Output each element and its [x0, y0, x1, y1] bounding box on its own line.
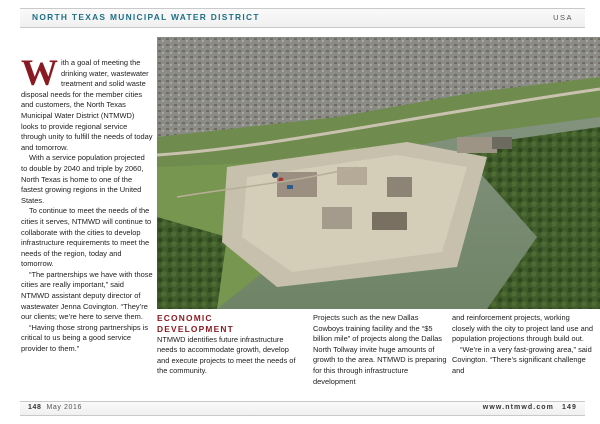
- body-paragraph: With a service population projected to double by 2040 and triple by 2060, North Texas is home to one of the fastest growing regions in the United States.: [21, 153, 145, 205]
- left-text-column: [21, 53, 153, 355]
- intro-paragraph: [21, 53, 153, 153]
- subhead-line: DEVELOPMENT: [157, 323, 234, 334]
- issue-date: May 2016: [46, 404, 83, 411]
- dropcap: W: [21, 53, 58, 94]
- body-paragraph: Projects such as the new Dallas Cowboys training facility and the “$5 billion mile” of projects along the Dallas North Tollway invite huge amounts of growth to the area. NTMWD is preparing for this through infrastructure development: [313, 313, 447, 386]
- body-paragraph: “The partnerships we have with those cities are really important,” said NTMWD assistant deputy director of wastewater Jenna Covington. “They’re our clients; we’re here to serve them.: [21, 269, 153, 322]
- header-bar: [20, 8, 585, 28]
- page-number-right: 149: [562, 404, 577, 411]
- footer-left: [28, 404, 82, 411]
- aerial-photo: [157, 37, 600, 309]
- economic-development-column: [157, 313, 302, 377]
- projects-column: [313, 313, 449, 387]
- footer-right: [483, 404, 577, 411]
- country-label: USA: [553, 13, 573, 22]
- subhead: [157, 313, 302, 334]
- subhead-line: ECONOMIC: [157, 313, 213, 323]
- body-paragraph: NTMWD identifies future infrastructure needs to accommodate growth, develop and execute projects to meet the needs of the community.: [157, 334, 296, 376]
- website-link[interactable]: www.ntmwd.com: [482, 404, 555, 411]
- body-paragraph: To continue to meet the needs of the cities it serves, NTMWD will continue to collaborate with the cities to develop infrastructure requirements to meet the needs of the region, today and tomorrow.: [21, 206, 152, 269]
- intro-text: ith a goal of meeting the drinking water, wastewater treatment and solid waste disposal needs for the member cities and customers, the North Texas Municipal Water District (NTMWD) looks to provide regional service through unity to fulfill the needs of today and tomorrow.: [21, 58, 153, 152]
- publication-title: NORTH TEXAS MUNICIPAL WATER DISTRICT: [32, 12, 260, 22]
- page-number-left: 148: [28, 404, 42, 411]
- reinforcement-column: [452, 313, 594, 377]
- body-paragraph: and reinforcement projects, working closely with the city to project land use and population projections through build out.: [452, 313, 593, 344]
- body-paragraph: “Having those strong partnerships is critical to us being a good service provider to them.”: [21, 322, 149, 354]
- body-paragraph: “We’re in a very fast-growing area,” said Covington. “There’s significant challenge and: [452, 344, 592, 375]
- footer-bar: [20, 401, 585, 416]
